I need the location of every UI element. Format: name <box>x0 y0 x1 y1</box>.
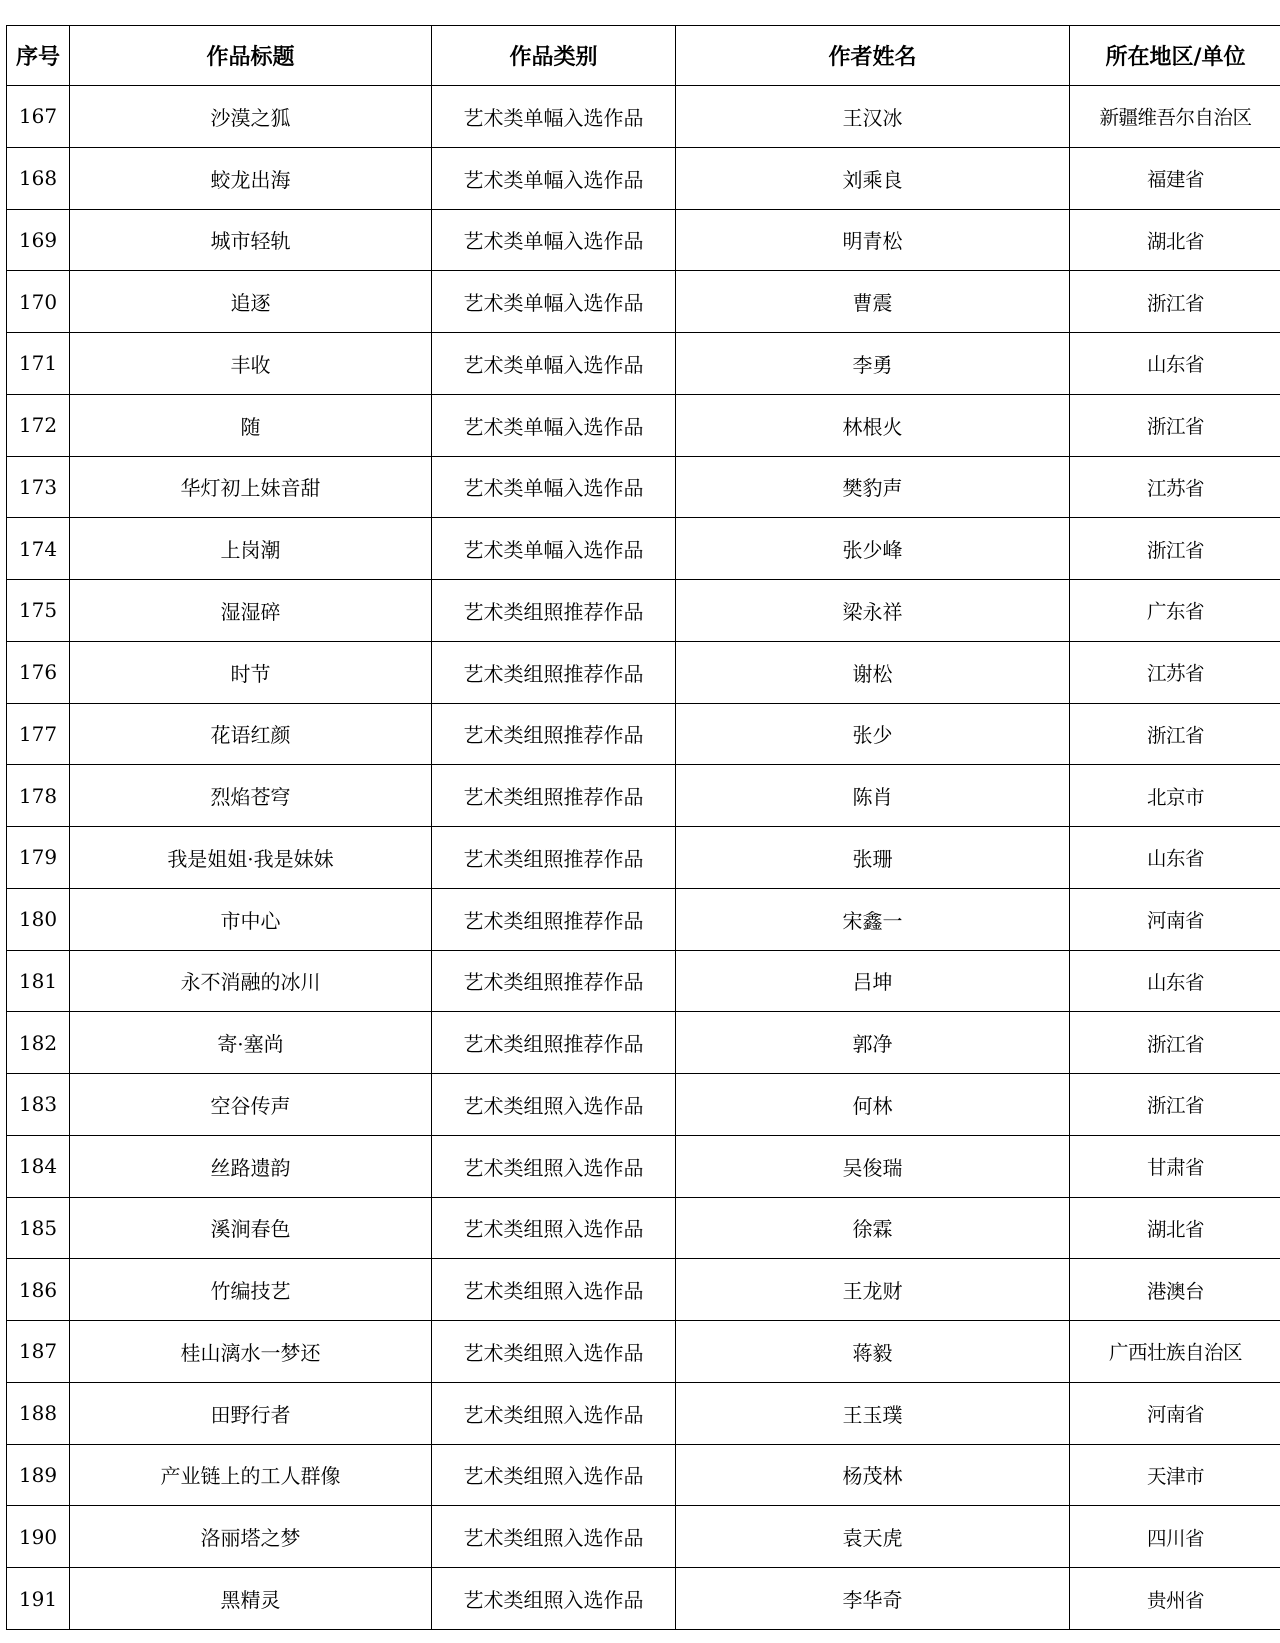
cell-region: 浙江省 <box>1070 518 1280 580</box>
table-row <box>7 271 1280 333</box>
cell-author: 杨茂林 <box>676 1444 1070 1506</box>
cell-seq: 169 <box>7 209 70 271</box>
table-row <box>7 1259 1280 1321</box>
cell-author: 何林 <box>676 1074 1070 1136</box>
cell-author: 袁天虎 <box>676 1506 1070 1568</box>
cell-seq: 186 <box>7 1259 70 1321</box>
cell-title: 时节 <box>70 641 432 703</box>
cell-title: 城市轻轨 <box>70 209 432 271</box>
cell-title: 上岗潮 <box>70 518 432 580</box>
cell-category: 艺术类组照推荐作品 <box>432 1012 676 1074</box>
cell-seq: 190 <box>7 1506 70 1568</box>
cell-author: 宋鑫一 <box>676 888 1070 950</box>
cell-title: 寄·塞尚 <box>70 1012 432 1074</box>
cell-seq: 187 <box>7 1321 70 1383</box>
cell-author: 谢松 <box>676 641 1070 703</box>
cell-author: 王玉璞 <box>676 1382 1070 1444</box>
cell-title: 我是姐姐·我是妹妹 <box>70 827 432 889</box>
table-row <box>7 209 1280 271</box>
cell-region: 湖北省 <box>1070 1197 1280 1259</box>
cell-title: 产业链上的工人群像 <box>70 1444 432 1506</box>
table-row <box>7 765 1280 827</box>
cell-region: 甘肃省 <box>1070 1135 1280 1197</box>
cell-author: 张少峰 <box>676 518 1070 580</box>
cell-author: 陈肖 <box>676 765 1070 827</box>
cell-category: 艺术类组照推荐作品 <box>432 703 676 765</box>
cell-seq: 178 <box>7 765 70 827</box>
cell-category: 艺术类组照入选作品 <box>432 1074 676 1136</box>
cell-title: 花语红颜 <box>70 703 432 765</box>
cell-title: 黑精灵 <box>70 1568 432 1630</box>
cell-region: 广西壮族自治区 <box>1070 1321 1280 1383</box>
cell-seq: 179 <box>7 827 70 889</box>
header-author: 作者姓名 <box>676 26 1070 86</box>
cell-author: 刘乘良 <box>676 147 1070 209</box>
cell-seq: 173 <box>7 456 70 518</box>
cell-seq: 171 <box>7 333 70 395</box>
cell-author: 梁永祥 <box>676 580 1070 642</box>
cell-seq: 177 <box>7 703 70 765</box>
cell-title: 桂山漓水一梦还 <box>70 1321 432 1383</box>
cell-seq: 174 <box>7 518 70 580</box>
cell-category: 艺术类单幅入选作品 <box>432 147 676 209</box>
cell-region: 浙江省 <box>1070 394 1280 456</box>
cell-author: 王龙财 <box>676 1259 1070 1321</box>
cell-region: 浙江省 <box>1070 703 1280 765</box>
cell-author: 吕坤 <box>676 950 1070 1012</box>
table-row <box>7 1568 1280 1630</box>
table-row <box>7 333 1280 395</box>
cell-title: 蛟龙出海 <box>70 147 432 209</box>
cell-seq: 176 <box>7 641 70 703</box>
cell-seq: 189 <box>7 1444 70 1506</box>
cell-region: 山东省 <box>1070 333 1280 395</box>
header-title: 作品标题 <box>70 26 432 86</box>
table-row <box>7 950 1280 1012</box>
cell-author: 张珊 <box>676 827 1070 889</box>
cell-author: 李勇 <box>676 333 1070 395</box>
cell-category: 艺术类单幅入选作品 <box>432 209 676 271</box>
cell-region: 湖北省 <box>1070 209 1280 271</box>
cell-category: 艺术类组照推荐作品 <box>432 827 676 889</box>
cell-category: 艺术类单幅入选作品 <box>432 394 676 456</box>
cell-author: 林根火 <box>676 394 1070 456</box>
cell-category: 艺术类单幅入选作品 <box>432 518 676 580</box>
cell-category: 艺术类组照入选作品 <box>432 1568 676 1630</box>
cell-seq: 180 <box>7 888 70 950</box>
cell-seq: 172 <box>7 394 70 456</box>
cell-region: 河南省 <box>1070 888 1280 950</box>
table-row <box>7 1382 1280 1444</box>
cell-category: 艺术类组照入选作品 <box>432 1382 676 1444</box>
cell-region: 北京市 <box>1070 765 1280 827</box>
cell-category: 艺术类组照推荐作品 <box>432 888 676 950</box>
cell-region: 江苏省 <box>1070 641 1280 703</box>
table-body <box>7 86 1280 1630</box>
cell-title: 湿湿碎 <box>70 580 432 642</box>
cell-region: 河南省 <box>1070 1382 1280 1444</box>
cell-title: 空谷传声 <box>70 1074 432 1136</box>
cell-title: 丰收 <box>70 333 432 395</box>
table-row <box>7 1321 1280 1383</box>
cell-region: 江苏省 <box>1070 456 1280 518</box>
cell-region: 福建省 <box>1070 147 1280 209</box>
cell-seq: 184 <box>7 1135 70 1197</box>
cell-category: 艺术类组照入选作品 <box>432 1321 676 1383</box>
cell-category: 艺术类组照推荐作品 <box>432 950 676 1012</box>
cell-region: 山东省 <box>1070 950 1280 1012</box>
cell-seq: 175 <box>7 580 70 642</box>
cell-category: 艺术类单幅入选作品 <box>432 333 676 395</box>
table-row <box>7 888 1280 950</box>
header-seq: 序号 <box>7 26 70 86</box>
cell-category: 艺术类组照入选作品 <box>432 1197 676 1259</box>
cell-title: 丝路遗韵 <box>70 1135 432 1197</box>
cell-category: 艺术类单幅入选作品 <box>432 456 676 518</box>
cell-region: 港澳台 <box>1070 1259 1280 1321</box>
cell-region: 贵州省 <box>1070 1568 1280 1630</box>
cell-region: 山东省 <box>1070 827 1280 889</box>
cell-author: 吴俊瑞 <box>676 1135 1070 1197</box>
cell-seq: 167 <box>7 86 70 148</box>
cell-seq: 170 <box>7 271 70 333</box>
cell-author: 蒋毅 <box>676 1321 1070 1383</box>
cell-author: 曹震 <box>676 271 1070 333</box>
table-row <box>7 703 1280 765</box>
cell-category: 艺术类组照入选作品 <box>432 1259 676 1321</box>
table-row <box>7 1074 1280 1136</box>
table-row <box>7 147 1280 209</box>
header-region: 所在地区/单位 <box>1070 26 1280 86</box>
cell-category: 艺术类单幅入选作品 <box>432 271 676 333</box>
table-row <box>7 1135 1280 1197</box>
cell-seq: 188 <box>7 1382 70 1444</box>
table-row <box>7 394 1280 456</box>
cell-seq: 185 <box>7 1197 70 1259</box>
cell-title: 溪涧春色 <box>70 1197 432 1259</box>
cell-author: 张少 <box>676 703 1070 765</box>
table-row <box>7 518 1280 580</box>
table-row <box>7 456 1280 518</box>
header-category: 作品类别 <box>432 26 676 86</box>
cell-category: 艺术类组照入选作品 <box>432 1444 676 1506</box>
cell-author: 樊豹声 <box>676 456 1070 518</box>
cell-category: 艺术类组照入选作品 <box>432 1506 676 1568</box>
cell-region: 浙江省 <box>1070 271 1280 333</box>
cell-title: 永不消融的冰川 <box>70 950 432 1012</box>
cell-region: 浙江省 <box>1070 1012 1280 1074</box>
cell-title: 竹编技艺 <box>70 1259 432 1321</box>
cell-title: 洛丽塔之梦 <box>70 1506 432 1568</box>
cell-category: 艺术类组照推荐作品 <box>432 580 676 642</box>
table-row <box>7 580 1280 642</box>
cell-title: 沙漠之狐 <box>70 86 432 148</box>
cell-author: 李华奇 <box>676 1568 1070 1630</box>
cell-title: 烈焰苍穹 <box>70 765 432 827</box>
cell-seq: 191 <box>7 1568 70 1630</box>
cell-title: 田野行者 <box>70 1382 432 1444</box>
cell-category: 艺术类组照入选作品 <box>432 1135 676 1197</box>
cell-seq: 168 <box>7 147 70 209</box>
cell-title: 追逐 <box>70 271 432 333</box>
cell-category: 艺术类组照推荐作品 <box>432 641 676 703</box>
table-row <box>7 827 1280 889</box>
cell-region: 四川省 <box>1070 1506 1280 1568</box>
cell-author: 徐霖 <box>676 1197 1070 1259</box>
table-row <box>7 1444 1280 1506</box>
table-header-row <box>7 26 1280 86</box>
works-table <box>6 25 1280 1630</box>
cell-author: 郭净 <box>676 1012 1070 1074</box>
table-row <box>7 1506 1280 1568</box>
cell-region: 广东省 <box>1070 580 1280 642</box>
table-row <box>7 86 1280 148</box>
table-row <box>7 1197 1280 1259</box>
cell-category: 艺术类组照推荐作品 <box>432 765 676 827</box>
cell-seq: 181 <box>7 950 70 1012</box>
cell-seq: 183 <box>7 1074 70 1136</box>
cell-title: 华灯初上妹音甜 <box>70 456 432 518</box>
table-row <box>7 641 1280 703</box>
cell-region: 天津市 <box>1070 1444 1280 1506</box>
cell-region: 浙江省 <box>1070 1074 1280 1136</box>
cell-seq: 182 <box>7 1012 70 1074</box>
cell-title: 随 <box>70 394 432 456</box>
cell-region: 新疆维吾尔自治区 <box>1070 86 1280 148</box>
table-row <box>7 1012 1280 1074</box>
cell-category: 艺术类单幅入选作品 <box>432 86 676 148</box>
cell-author: 王汉冰 <box>676 86 1070 148</box>
cell-author: 明青松 <box>676 209 1070 271</box>
cell-title: 市中心 <box>70 888 432 950</box>
